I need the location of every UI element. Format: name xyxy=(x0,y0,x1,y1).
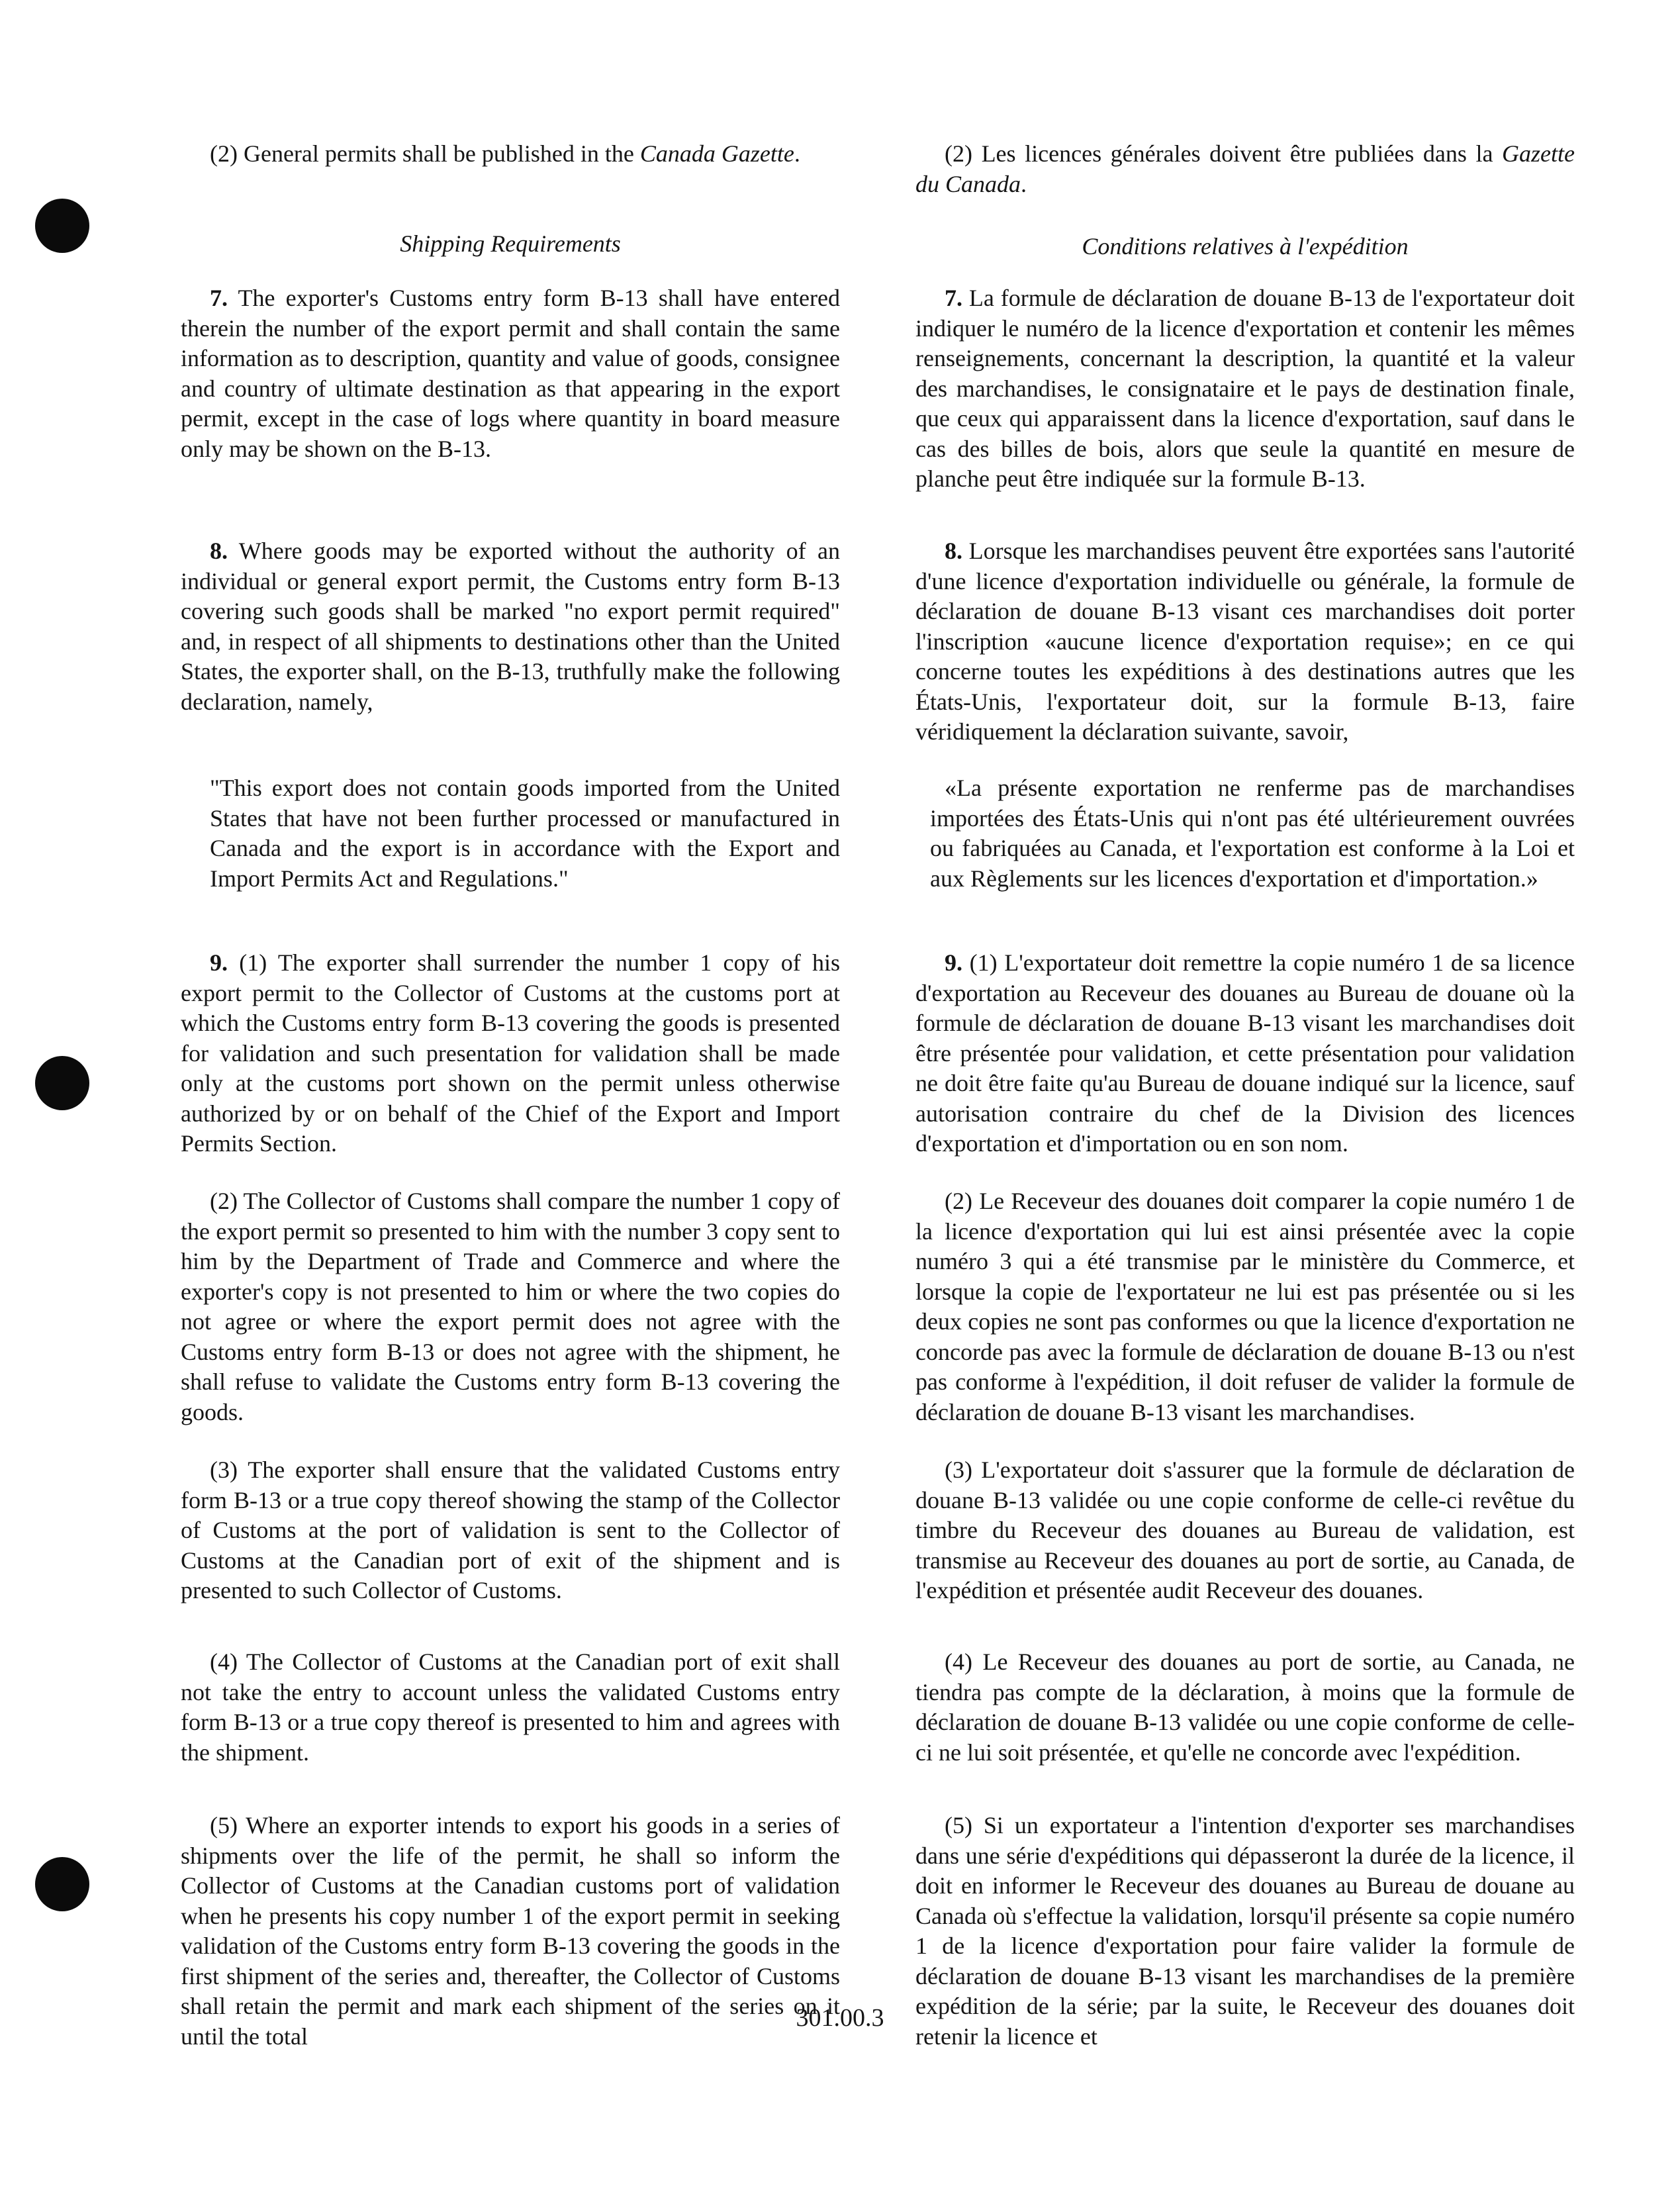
en-para-9-4: (4) The Collector of Customs at the Canadian port of exit shall not take the entry to account unless the validated Customs entry form B-13 or a true copy thereof is presented to him and agrees with the shipment. xyxy=(181,1648,840,1766)
en-para-9-5: (5) Where an exporter intends to export his goods in a series of shipments over the life of the permit, he shall so inform the Collector of Customs at the Canadian customs port of validation when he presents his copy number 1 of the export permit in seeking validation of the Customs entry form B-13 covering the goods in the first shipment of the series and, thereafter, the Collector of Customs shall retain the permit and mark each shipment of the series on it until the total xyxy=(181,1812,840,2050)
fr-para-9-1 xyxy=(915,948,1575,1159)
en-heading: Shipping Requirements xyxy=(400,230,621,257)
fr-para-9-5: (5) Si un exportateur a l'intention d'exporter ses marchandises dans une série d'expéditions qui dépasseront la durée de la licence, il doit en informer le Receveur des douanes au Bureau de douane au Canada où s'effectue la validation, lorsqu'il présente sa copie numéro 1 de la licence d'exportation pour faire valider la formule de déclaration de douane B-13 visant les marchandises de la première expédition de la série; par la suite, le Receveur des douanes doit retenir la licence et xyxy=(915,1812,1575,2050)
fr-para-6-2-italic: Gazette du Canada xyxy=(915,140,1575,197)
fr-para-6-2-text: (2) Les licences générales doivent être publiées dans la xyxy=(945,140,1503,167)
punch-hole-top xyxy=(35,199,89,253)
fr-para-9-2: (2) Le Receveur des douanes doit comparer la copie numéro 1 de la licence d'exportation qui lui est ainsi présentée avec la copie numéro 3 qui a été transmise par le ministère du Commerce, et lorsque la copie de l'exportateur ne lui est pas présentée ou si les deux copies ne sont pas conformes ou que la licence d'exportation ne concorde pas avec la formule de déclaration de douane B-13 ou n'est pas conforme à l'expédition, il doit refuser de valider la formule de déclaration de douane B-13 visant les marchandises. xyxy=(915,1188,1575,1425)
en-para-9-1 xyxy=(181,948,840,1159)
en-para-7-num: 7. xyxy=(210,285,228,311)
fr-para-9-1-num: 9. xyxy=(945,949,962,976)
fr-para-9-3: (3) L'exportateur doit s'assurer que la formule de déclaration de douane B-13 validée ou une copie conforme de celle-ci revêtue du timbre du Receveur des douanes au Bureau de validation, est transmise au Receveur des douanes au port de sortie, au Canada, de l'expédition et présentée audit Receveur des douanes. xyxy=(915,1456,1575,1603)
fr-heading: Conditions relatives à l'expédition xyxy=(1082,233,1409,260)
en-para-9-2: (2) The Collector of Customs shall compare the number 1 copy of the export permit so presented to him with the number 3 copy sent to him by the Department of Trade and Commerce and where the exporter's copy is not presented to him or where the two copies do not agree or where the export permit does not agree with the Customs entry form B-13 or does not agree with the shipment, he shall refuse to validate the Customs entry form B-13 covering the goods. xyxy=(181,1188,840,1425)
en-para-6-2-italic: Canada Gazette xyxy=(639,140,794,167)
fr-para-8 xyxy=(915,536,1575,747)
en-para-6-2-text: (2) General permits shall be published in the xyxy=(210,140,640,167)
fr-para-6-2-end: . xyxy=(1021,170,1027,197)
punch-hole-bottom xyxy=(35,1857,89,1911)
fr-para-8-text: Lorsque les marchandises peuvent être exportées sans l'autorité d'une licence d'exportation individuelle ou générale, la formule de déclaration de douane B-13 visant ces marchandises doit porter l'inscription «aucune licence d'exportation requise»; en ce qui concerne toutes les expéditions à des destinations autres que les États-Unis, l'exportateur doit, sur la formule B-13, faire véridiquement la déclaration suivante, savoir, xyxy=(915,538,1575,745)
fr-para-9-4: (4) Le Receveur des douanes au port de sortie, au Canada, ne tiendra pas compte de la déclaration, à moins que la formule de déclaration de douane B-13 validée ou une copie conforme de celle-ci ne lui soit présentée, et qu'elle ne concorde avec l'expédition. xyxy=(915,1648,1575,1766)
en-para-6-2 xyxy=(181,139,840,169)
en-para-8-text: Where goods may be exported without the authority of an individual or general export permit, the Customs entry form B-13 covering such goods shall be marked "no export permit required" and, in respect of all shipments to destinations other than the United States, the exporter shall, on the B-13, truthfully make the following declaration, namely, xyxy=(181,538,840,715)
fr-para-9-1-text: (1) L'exportateur doit remettre la copie numéro 1 de sa licence d'exportation au Receveur des douanes au Bureau de douane où la formule de déclaration de douane B-13 visant les marchandises doit être présentée pour validation, et cette présentation pour validation ne doit être faite qu'au Bureau de douane indiqué sur la licence, sauf autorisation contraire du chef de la Division des licences d'exportation et d'importation ou en son nom. xyxy=(915,949,1575,1157)
en-para-8-num: 8. xyxy=(210,538,228,564)
fr-quote: «La présente exportation ne renferme pas de marchandises importées des États-Unis qui n'ont pas été ultérieurement ouvrées ou fabriquées au Canada, et l'exportation est conforme à la Loi et aux Règlements sur les licences d'exportation et d'importation.» xyxy=(930,775,1575,892)
en-para-9-3: (3) The exporter shall ensure that the validated Customs entry form B-13 or a true copy thereof showing the stamp of the Collector of Customs at the port of validation is sent to the Collector of Customs at the Canadian port of exit of the shipment and is presented to such Collector of Customs. xyxy=(181,1456,840,1603)
page-number: 301.00.3 xyxy=(796,2004,884,2032)
fr-para-7-text: La formule de déclaration de douane B-13 de l'exportateur doit indiquer le numéro de la licence d'exportation et contenir les mêmes renseignements, concernant la description, la quantité et la valeur des marchandises, le consignataire et le pays de destination finale, que ceux qui apparaissent dans la licence d'exportation, sauf dans le cas des billes de bois, alors que seule la quantité en mesure de planche peut être indiquée sur la formule B-13. xyxy=(915,285,1575,492)
punch-hole-middle xyxy=(35,1056,89,1110)
en-para-8 xyxy=(181,536,840,717)
en-para-9-1-num: 9. xyxy=(210,949,228,976)
fr-para-7-num: 7. xyxy=(945,285,962,311)
en-quote: "This export does not contain goods imported from the United States that have not been further processed or manufactured in Canada and the export is in accordance with the Export and Import Permits Act and Regulations." xyxy=(210,775,840,892)
fr-para-6-2 xyxy=(915,139,1575,199)
en-para-9-1-text: (1) The exporter shall surrender the number 1 copy of his export permit to the Collector of Customs at the customs port at which the Customs entry form B-13 covering the goods is presented for validation and such presentation for validation shall be made only at the customs port shown on the permit unless otherwise authorized by or on behalf of the Chief of the Export and Import Permits Section. xyxy=(181,949,840,1157)
fr-para-7 xyxy=(915,283,1575,495)
en-para-7 xyxy=(181,283,840,464)
fr-para-8-num: 8. xyxy=(945,538,962,564)
en-para-6-2-end: . xyxy=(794,140,800,167)
en-para-7-text: The exporter's Customs entry form B-13 shall have entered therein the number of the export permit and shall contain the same information as to description, quantity and value of goods, consignee and country of ultimate destination as that appearing in the export permit, except in the case of logs where quantity in board measure only may be shown on the B-13. xyxy=(181,285,840,462)
